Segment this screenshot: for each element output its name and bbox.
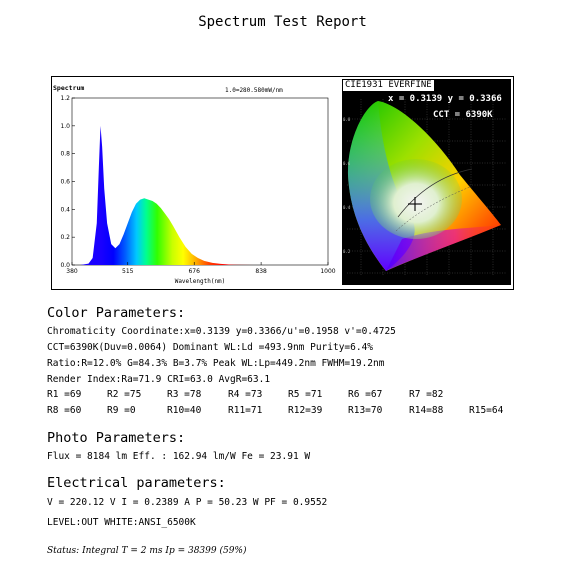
render-index-value: R10=40: [167, 405, 202, 416]
y-tick-label: 0.2: [60, 234, 70, 242]
svg-text:0.8: 0.8: [343, 117, 351, 122]
y-tick-label: 0.8: [60, 150, 70, 158]
cie-cct-readout: CCT = 6390K: [433, 110, 493, 120]
cct-line: CCT=6390K(Duv=0.0064) Dominant WL:Ld =493.9nm Purity=6.4%: [47, 342, 374, 353]
render-index-value: R7 =82: [409, 389, 444, 400]
x-tick-label: 515: [122, 268, 134, 275]
x-axis-title: Wavelength(nm): [174, 278, 226, 285]
x-tick-label: 1000: [320, 268, 336, 275]
flux-line: Flux = 8184 lm Eff. : 162.94 lm/W Fe = 23.91 W: [47, 451, 311, 462]
x-tick-label: 380: [66, 268, 78, 275]
render-index-value: R8 =60: [47, 405, 82, 416]
y-tick-label: 1.0: [60, 122, 70, 130]
x-tick-label: 676: [188, 268, 200, 275]
render-index-value: R1 =69: [47, 389, 82, 400]
y-axis-ticks: [60, 95, 75, 269]
cie-xy-readout: x = 0.3139 y = 0.3366: [388, 94, 502, 104]
render-index-value: R3 =78: [167, 389, 202, 400]
spectrum-scale-label: 1.0=280.580mW/nm: [225, 87, 283, 94]
render-index-value: R13=70: [348, 405, 383, 416]
cie-white-region: [370, 159, 462, 239]
cie-title: CIE1931 EVERFINE: [345, 80, 432, 90]
spectrum-label: Spectrum: [53, 84, 85, 92]
photo-params-heading: Photo Parameters:: [47, 430, 186, 446]
ratio-line: Ratio:R=12.0% G=84.3% B=3.7% Peak WL:Lp=449.2nm FWHM=19.2nm: [47, 358, 385, 369]
electrical-params-heading: Electrical parameters:: [47, 475, 226, 491]
svg-text:0.2: 0.2: [343, 249, 351, 254]
render-index-value: R11=71: [228, 405, 263, 416]
spectrum-figure: [51, 76, 514, 290]
color-params-heading: Color Parameters:: [47, 305, 186, 321]
y-tick-label: 0.6: [60, 178, 70, 186]
render-index-value: R2 =75: [107, 389, 142, 400]
spectrum-chart: [52, 77, 342, 289]
render-index-value: R9 =0: [107, 405, 136, 416]
spectrum-area: [72, 126, 328, 265]
status-line: Status: Integral T = 2 ms Ip = 38399 (59%): [47, 546, 247, 556]
chromaticity-line: Chromaticity Coordinate:x=0.3139 y=0.3366/u'=0.1958 v'=0.4725: [47, 326, 396, 337]
x-tick-label: 838: [255, 268, 267, 275]
y-tick-label: 0.4: [60, 206, 70, 214]
y-tick-label: 0.0: [60, 262, 70, 269]
render-index-value: R4 =73: [228, 389, 263, 400]
render-index-value: R14=88: [409, 405, 444, 416]
svg-text:0.4: 0.4: [343, 205, 351, 210]
svg-text:0.6: 0.6: [343, 161, 351, 166]
cie-diagram: [342, 79, 511, 285]
level-line: LEVEL:OUT WHITE:ANSI_6500K: [47, 517, 196, 528]
y-tick-label: 1.2: [60, 95, 70, 102]
render-index-value: R15=64: [469, 405, 504, 416]
render-index-value: R12=39: [288, 405, 323, 416]
render-index-value: R6 =67: [348, 389, 383, 400]
render-index-line: Render Index:Ra=71.9 CRI=63.0 AvgR=63.1: [47, 374, 271, 385]
report-title: Spectrum Test Report: [198, 14, 367, 30]
electrical-line: V = 220.12 V I = 0.2389 A P = 50.23 W PF = 0.9552: [47, 497, 328, 508]
render-index-value: R5 =71: [288, 389, 323, 400]
